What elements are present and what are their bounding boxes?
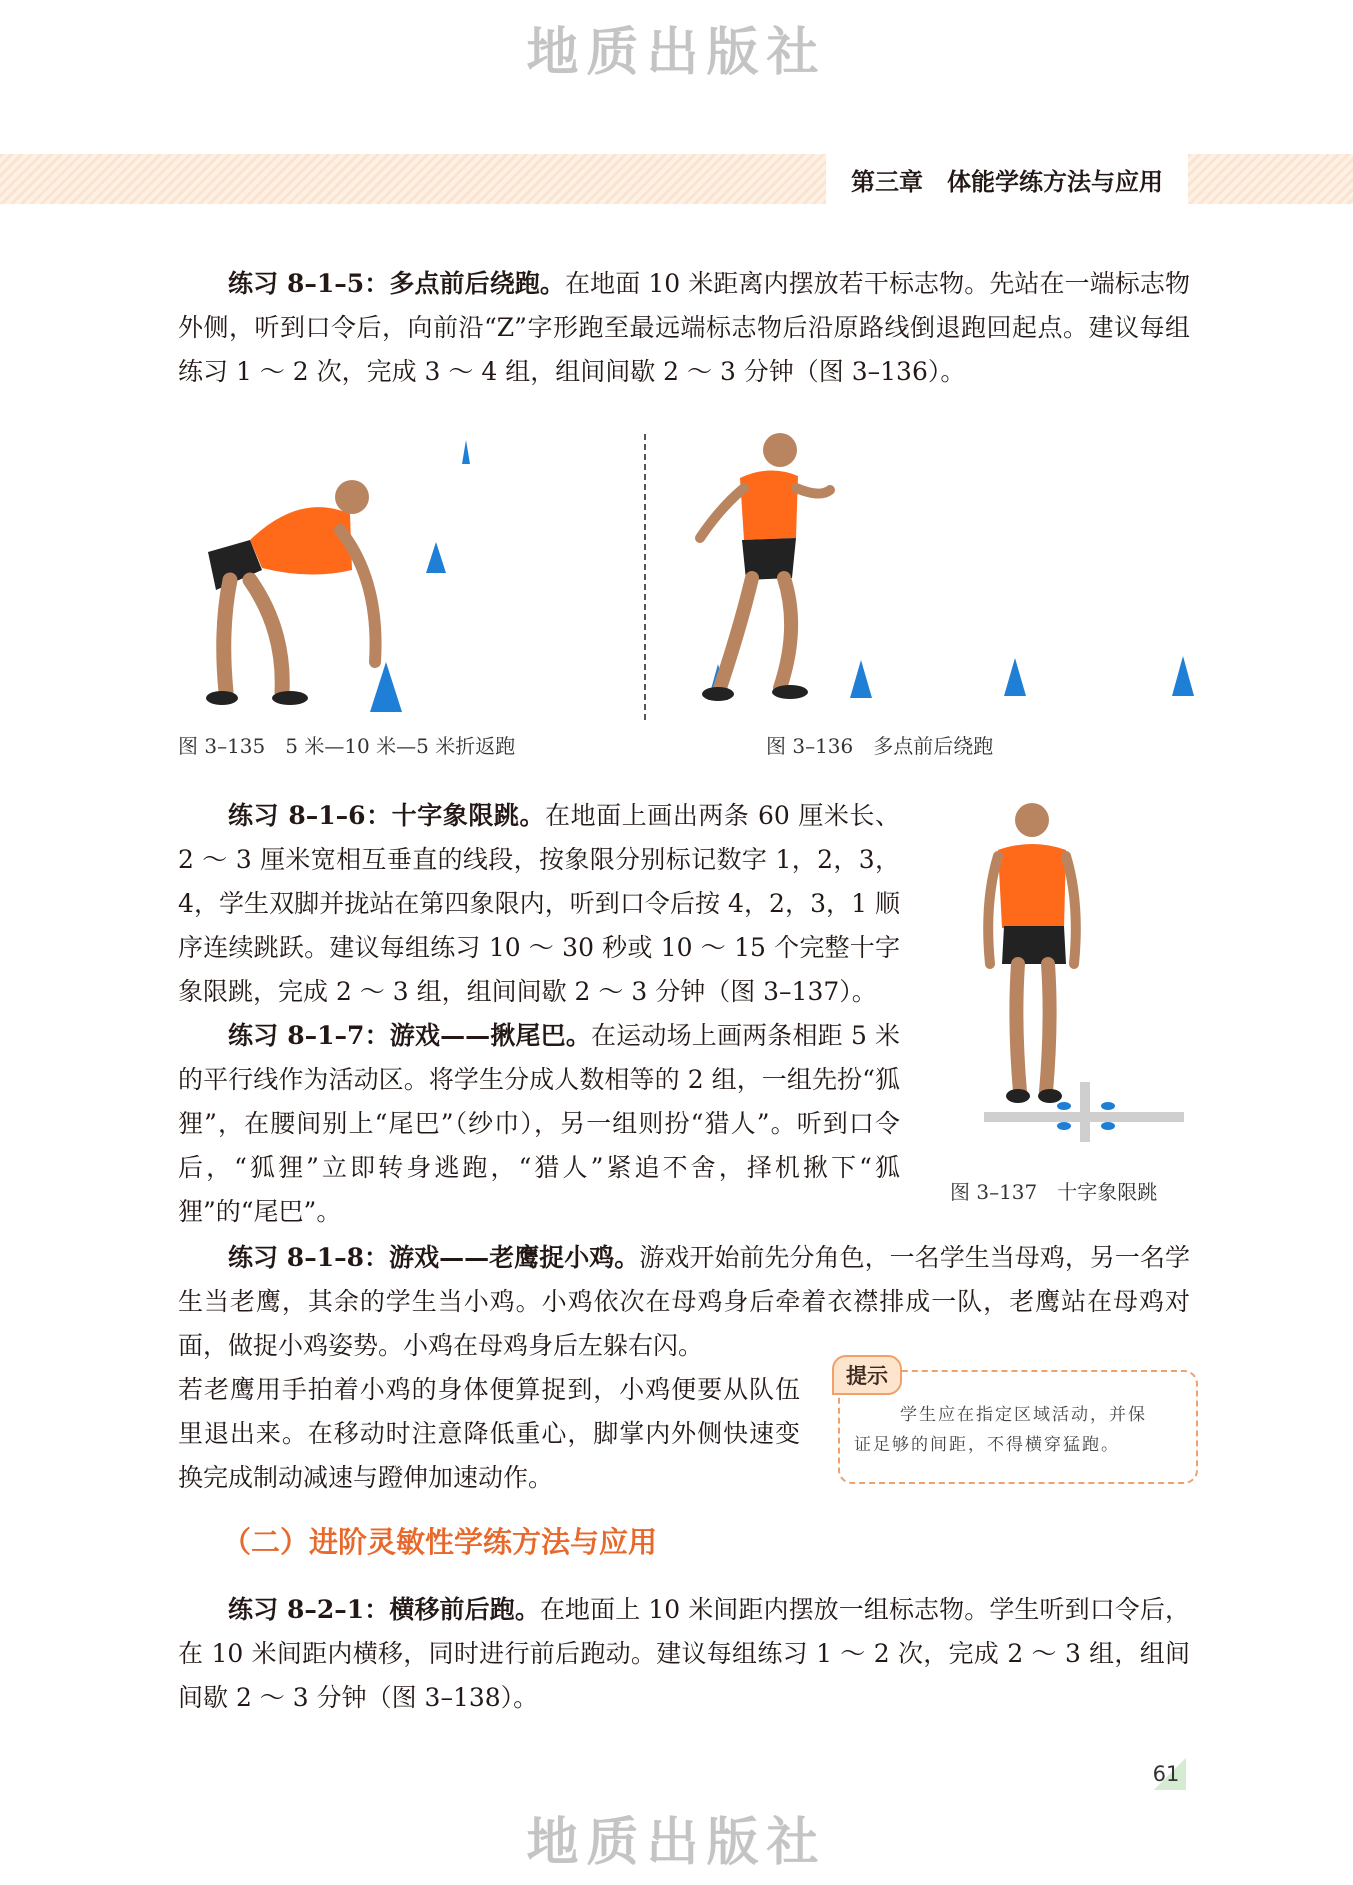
exercise-8-1-5 [178,262,1190,394]
exercise-8-2-1 [178,1588,1190,1720]
athlete-figure [988,803,1076,1103]
tip-line: 证足够的间距，不得横穿猛跑。 [854,1435,1120,1455]
exercise-8-1-6 [178,794,900,1234]
marker-cone-icon [1172,656,1194,696]
figure-3-135-caption: 图 3–135 5 米—10 米—5 米折返跑 [178,734,516,758]
section-title: （二）进阶灵敏性学练方法与应用 [222,1525,658,1559]
marker-cone-icon [1004,658,1026,696]
athlete-figure [700,433,830,701]
chapter-title: 第三章 体能学练方法与应用 [826,154,1188,204]
exercise-8-1-7 [178,1014,900,1234]
exercise-body: 在地面上画出两条 60 厘米长、2 ～ 3 厘米宽相互垂直的线段，按象限分别标记数字 1，2，3，4，学生双脚并拢站在第四象限内，听到口令后按 4，2，3，1 顺序连续跳跃。建议每组练习 10 ～ 30 秒或 10 ～ 15 个完整十字象限跳，完成 2 ～ 3 组，组间间歇 2 ～ 3 分钟（图 3–137）。 [178,801,900,1006]
exercise-8-1-8-continued [178,1368,800,1500]
exercise-title: 练习 8–1–5：多点前后绕跑。 [228,269,566,298]
figure-3-135-photo [190,430,630,720]
figure-3-136-caption: 图 3–136 多点前后绕跑 [766,734,994,758]
figure-3-137-photo [980,792,1190,1142]
exercise-title: 练习 8–1–7：游戏——揪尾巴。 [228,1021,592,1050]
tip-line: 学生应在指定区域活动，并保 [900,1405,1147,1425]
page-number: 61 [1146,1758,1186,1790]
figure-3-136-photo [680,428,1210,718]
exercise-body: 在运动场上画两条相距 5 米的平行线作为活动区。将学生分成人数相等的 2 组，一组先扮“狐狸”，在腰间别上“尾巴”（纱巾），另一组则扮“猎人”。听到口令后，“狐狸”立即转身逃跑，“猎人”紧追不舍，择机揪下“狐狸”的“尾巴”。 [178,1021,900,1226]
exercise-8-1-8 [178,1236,1190,1368]
figure-3-137-caption: 图 3–137 十字象限跳 [950,1180,1158,1204]
tip-badge-icon: 提示 [832,1355,902,1395]
figure-divider [644,434,646,720]
athlete-figure [206,480,376,705]
marker-cone-icon [850,660,872,698]
marker-cone-icon [370,662,402,712]
exercise-title: 练习 8–2–1：横移前后跑。 [228,1595,540,1624]
publisher-watermark-bottom: 地质出版社 [526,1812,827,1873]
marker-cone-icon [426,542,446,573]
tip-text [854,1400,1184,1460]
exercise-body: 若老鹰用手拍着小鸡的身体便算捉到，小鸡便要从队伍里退出来。在移动时注意降低重心，脚掌内外侧快速变换完成制动减速与蹬伸加速动作。 [178,1375,800,1492]
marker-cone-icon [462,440,470,464]
exercise-title: 练习 8–1–6：十字象限跳。 [228,801,546,830]
publisher-watermark-top: 地质出版社 [526,22,827,83]
exercise-body: 在地面上 10 米间距内摆放一组标志物。学生听到口令后，在 10 米间距内横移，同时进行前后跑动。建议每组练习 1 ～ 2 次，完成 2 ～ 3 组，组间间歇 2 ～ 3 分钟（图 3–138）。 [178,1595,1190,1712]
exercise-title: 练习 8–1–8：游戏——老鹰捉小鸡。 [228,1243,640,1272]
exercise-body: 在地面 10 米距离内摆放若干标志物。先站在一端标志物外侧，听到口令后，向前沿“Z”字形跑至最远端标志物后沿原路线倒退跑回起点。建议每组练习 1 ～ 2 次，完成 3 ～ 4 组，组间间歇 2 ～ 3 分钟（图 3–136）。 [178,269,1190,386]
exercise-body: 游戏开始前先分角色，一名学生当母鸡，另一名学生当老鹰，其余的学生当小鸡。小鸡依次在母鸡身后牵着衣襟排成一队，老鹰站在母鸡对面，做捉小鸡姿势。小鸡在母鸡身后左躲右闪。 [178,1243,1190,1360]
